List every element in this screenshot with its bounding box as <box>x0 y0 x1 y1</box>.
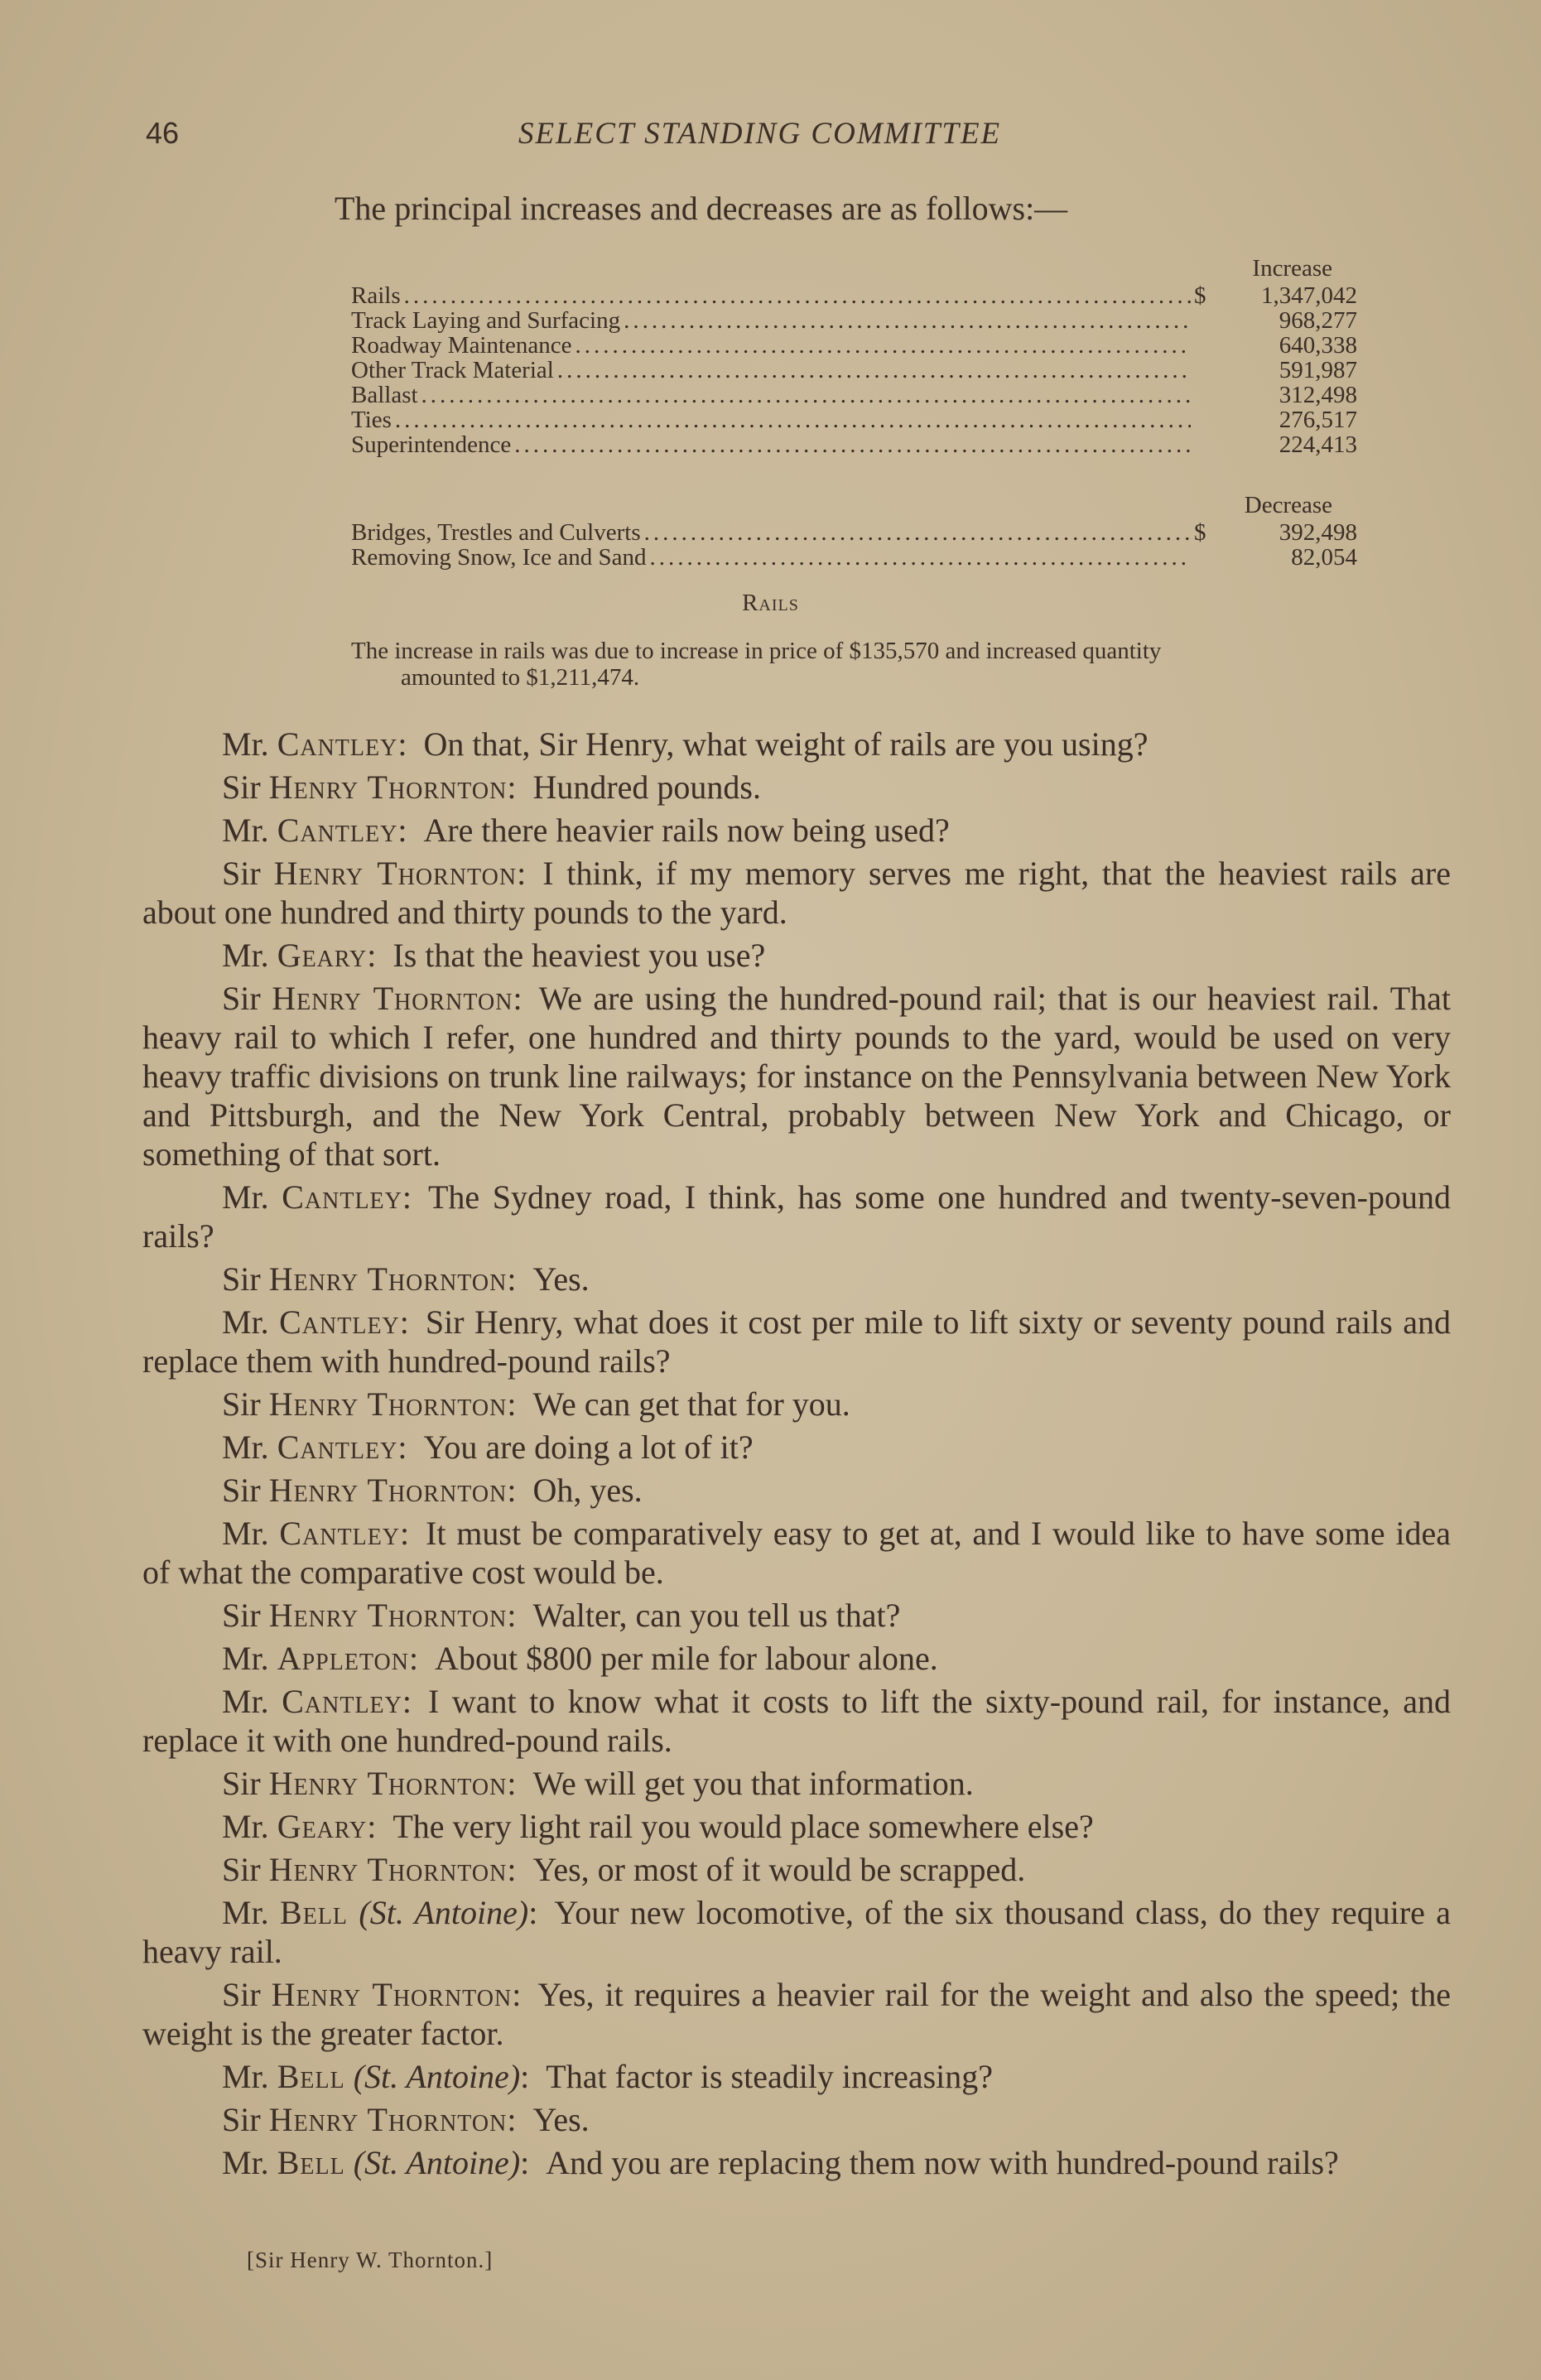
row-label: Ties <box>351 407 392 433</box>
row-value: 224,413 <box>1279 431 1357 458</box>
row-label: Rails <box>351 282 401 309</box>
speech-text: Your new locomotive, of the six thousand class, do they require a heavy rail. <box>142 1894 1452 1970</box>
speech-text: Walter, can you tell us that? <box>532 1597 901 1634</box>
speaker-name: Henry Thornton <box>272 980 513 1017</box>
speaker-prefix: Mr. <box>222 2144 277 2181</box>
speaker-name: Henry Thornton <box>273 855 518 892</box>
row-label: Other Track Material <box>351 357 554 383</box>
row-label: Superintendence <box>351 431 512 458</box>
dialogue-entry: Mr. Geary: Is that the heaviest you use? <box>222 937 766 974</box>
speaker-prefix: Mr. <box>222 1640 277 1677</box>
dialogue-entry: Sir Henry Thornton: We can get that for you. <box>222 1385 850 1423</box>
speech-text: Hundred pounds. <box>532 768 761 806</box>
speaker-name: Henry Thornton <box>268 1260 508 1298</box>
dialogue-entry: Mr. Cantley: It must be comparatively easy to get at, and I would like to have some idea of what the comparative cost would be. <box>142 1515 1451 1591</box>
speaker-prefix: Sir <box>222 1851 269 1888</box>
speech-text: You are doing a lot of it? <box>423 1428 754 1466</box>
speaker-name: Henry Thornton <box>268 1765 508 1802</box>
speaker-name: Bell <box>280 1894 349 1931</box>
speaker-name: Henry Thornton <box>268 2101 508 2138</box>
page-footer: [Sir Henry W. Thornton.] <box>247 2248 494 2272</box>
dialogue-entry: Mr. Cantley: Sir Henry, what does it cost per mile to lift sixty or seventy pound rails and replace them with hundred-pound rails? <box>142 1303 1452 1380</box>
speech-text: We are using the hundred-pound rail; that is our heaviest rail. That heavy rail to which I refer, one hundred and thirty pounds to the yard, would be used on very heavy traffic divisions on trunk line railways; for instance on the Pennsylvania between New York and Pittsburgh, and the New York Central, probably between New York and Chicago, or something of that sort. <box>142 980 1451 1173</box>
speaker-prefix: Mr. <box>222 937 277 974</box>
table-row <box>351 383 1357 407</box>
speech-text: Yes, or most of it would be scrapped. <box>532 1851 1026 1888</box>
increase-column-heading: Increase <box>1252 255 1332 282</box>
dot-leader <box>624 308 1191 333</box>
dot-leader <box>650 545 1191 570</box>
speaker-name: Bell <box>277 2144 345 2181</box>
speaker-qualifier: (St. Antoine) <box>353 2144 521 2181</box>
speaker-prefix: Sir <box>222 1472 269 1509</box>
speaker-name: Cantley <box>277 812 398 849</box>
speech-text: We can get that for you. <box>532 1385 850 1423</box>
running-head: SELECT STANDING COMMITTEE <box>518 117 1002 151</box>
speech-text: I think, if my memory serves me right, that the heaviest rails are about one hundred and thirty pounds to the yard. <box>142 855 1452 931</box>
row-value: 1,347,042 <box>1261 282 1357 309</box>
dialogue-entry: Mr. Cantley: You are doing a lot of it? <box>222 1428 754 1466</box>
increase-rows <box>351 283 1357 457</box>
dialogue-entry: Mr. Cantley: On that, Sir Henry, what weight of rails are you using? <box>222 725 1149 763</box>
speech-text: That factor is steadily increasing? <box>546 2058 994 2095</box>
note-line: The increase in rails was due to increase in price of $135,570 and increased quantity <box>351 638 1162 664</box>
speaker-qualifier: (St. Antoine) <box>359 1894 529 1931</box>
speaker-name: Cantley <box>279 1303 400 1341</box>
page-number: 46 <box>146 116 180 150</box>
speaker-prefix: Mr. <box>222 2058 277 2095</box>
row-value: 968,277 <box>1279 307 1357 334</box>
speaker-prefix: Mr. <box>222 812 277 849</box>
speaker-name: Cantley <box>277 1428 398 1466</box>
speaker-name: Henry Thornton <box>268 1385 508 1423</box>
row-value: 392,498 <box>1279 519 1357 546</box>
row-value: 640,338 <box>1279 332 1357 359</box>
speaker-prefix: Sir <box>222 2101 269 2138</box>
decrease-rows <box>351 520 1357 570</box>
dot-leader <box>421 383 1191 407</box>
row-currency: $ <box>1194 519 1206 546</box>
speaker-name: Appleton <box>277 1640 409 1677</box>
speaker-prefix: Mr. <box>222 1303 280 1341</box>
speech-text: The very light rail you would place somewhere else? <box>392 1808 1094 1845</box>
speaker-prefix: Sir <box>222 1385 269 1423</box>
speaker-prefix: Sir <box>222 855 274 892</box>
speech-text: Yes. <box>532 1260 590 1298</box>
page-header <box>146 116 1392 157</box>
dot-leader <box>395 407 1191 432</box>
row-label: Track Laying and Surfacing <box>351 307 621 334</box>
speaker-qualifier: (St. Antoine) <box>353 2058 521 2095</box>
increase-table <box>351 253 1357 457</box>
speech-text: We will get you that information. <box>532 1765 974 1802</box>
row-value: 591,987 <box>1279 357 1357 383</box>
speaker-prefix: Mr. <box>222 1808 277 1845</box>
dialogue-entry: Mr. Geary: The very light rail you would place somewhere else? <box>222 1808 1094 1845</box>
speaker-prefix: Mr. <box>222 1894 281 1931</box>
note-line: amounted to $1,211,474. <box>401 664 640 691</box>
speech-text: Oh, yes. <box>532 1472 643 1509</box>
speaker-name: Geary <box>277 1808 368 1845</box>
decrease-table <box>351 490 1357 570</box>
table-row <box>351 283 1357 308</box>
dialogue-entry: Sir Henry Thornton: Walter, can you tell us that? <box>222 1597 901 1634</box>
row-value: 312,498 <box>1279 382 1357 408</box>
dialogue-entry: Sir Henry Thornton: Yes, or most of it would be scrapped. <box>222 1851 1026 1888</box>
dialogue-entry: Mr. Appleton: About $800 per mile for labour alone. <box>222 1640 938 1677</box>
speech-text: And you are replacing them now with hundred-pound rails? <box>546 2144 1339 2181</box>
dialogue-entry: Mr. Cantley: Are there heavier rails now being used? <box>222 812 950 849</box>
dialogue-entry: Sir Henry Thornton: Yes, it requires a heavier rail for the weight and also the speed; the weight is the greater factor. <box>142 1976 1451 2052</box>
row-label: Bridges, Trestles and Culverts <box>351 519 641 546</box>
speaker-name: Cantley <box>279 1515 401 1552</box>
dot-leader <box>644 520 1191 545</box>
speaker-name: Henry Thornton <box>268 1472 508 1509</box>
dialogue-entry: Sir Henry Thornton: I think, if my memory serves me right, that the heaviest rails are about one hundred and thirty pounds to the yard. <box>142 855 1452 931</box>
speaker-prefix: Mr. <box>222 1178 282 1216</box>
dialogue-entry: Sir Henry Thornton: We are using the hundred-pound rail; that is our heaviest rail. That heavy rail to which I refer, one hundred and thirty pounds to the yard, would be used on very heavy traffic divisions on trunk line railways; for instance on the Pennsylvania between New York and Pittsburgh, and the New York Central, probably between New York and Chicago, or something of that sort. <box>142 980 1451 1173</box>
intro-sentence: The principal increases and decreases are as follows:— <box>335 190 1068 227</box>
dot-leader <box>575 333 1191 358</box>
speaker-name: Henry Thornton <box>268 1851 508 1888</box>
table-row <box>351 358 1357 383</box>
table-row <box>351 545 1357 570</box>
speech-text: I want to know what it costs to lift the sixty-pound rail, for instance, and replace it with one hundred-pound rails. <box>142 1683 1451 1759</box>
speech-text: About $800 per mile for labour alone. <box>435 1640 938 1677</box>
speech-text: Yes. <box>532 2101 590 2138</box>
speech-text: On that, Sir Henry, what weight of rails are you using? <box>423 725 1149 763</box>
speaker-prefix: Sir <box>222 768 269 806</box>
dot-leader <box>557 358 1191 383</box>
speaker-prefix: Sir <box>222 1765 269 1802</box>
dot-leader <box>514 432 1191 457</box>
speaker-prefix: Mr. <box>222 725 277 763</box>
dialogue-entry: Sir Henry Thornton: Yes. <box>222 2101 590 2138</box>
row-label: Ballast <box>351 382 418 408</box>
dialogue-entry: Mr. Cantley: I want to know what it costs to lift the sixty-pound rail, for instance, and replace it with one hundred-pound rails. <box>142 1683 1451 1759</box>
dialogue-entry: Sir Henry Thornton: Oh, yes. <box>222 1472 643 1509</box>
speaker-name: Geary <box>277 937 368 974</box>
speech-text: It must be comparatively easy to get at, and I would like to have some idea of what the comparative cost would be. <box>142 1515 1451 1591</box>
speaker-name: Henry Thornton <box>271 1976 513 2013</box>
table-row <box>351 407 1357 432</box>
dialogue-entry: Sir Henry Thornton: We will get you that information. <box>222 1765 974 1802</box>
rails-note <box>351 638 1370 691</box>
committee-dialogue <box>142 725 1451 2186</box>
section-title: Rails <box>742 590 799 616</box>
table-row <box>351 333 1357 358</box>
speaker-name: Henry Thornton <box>268 768 508 806</box>
row-value: 82,054 <box>1291 544 1357 571</box>
dot-leader <box>404 283 1191 308</box>
table-row <box>351 520 1357 545</box>
decrease-column-heading: Decrease <box>1244 492 1332 518</box>
speaker-name: Cantley <box>277 725 398 763</box>
dialogue-entry: Mr. Cantley: The Sydney road, I think, has some one hundred and twenty-seven-pound rails? <box>142 1178 1451 1255</box>
speech-text: Are there heavier rails now being used? <box>423 812 950 849</box>
speaker-name: Cantley <box>282 1178 402 1216</box>
dialogue-entry: Mr. Bell (St. Antoine): That factor is steadily increasing? <box>222 2058 994 2095</box>
speech-text: The Sydney road, I think, has some one hundred and twenty-seven-pound rails? <box>142 1178 1451 1255</box>
speaker-prefix: Mr. <box>222 1428 277 1466</box>
speaker-name: Bell <box>277 2058 345 2095</box>
dialogue-entry: Sir Henry Thornton: Hundred pounds. <box>222 768 761 806</box>
speaker-prefix: Mr. <box>222 1683 282 1720</box>
speech-text: Yes, it requires a heavier rail for the weight and also the speed; the weight is the greater factor. <box>142 1976 1451 2052</box>
dialogue-entry: Mr. Bell (St. Antoine): Your new locomotive, of the six thousand class, do they require a heavy rail. <box>142 1894 1452 1970</box>
speech-text: Is that the heaviest you use? <box>392 937 766 974</box>
row-label: Removing Snow, Ice and Sand <box>351 544 647 571</box>
speaker-name: Cantley <box>282 1683 402 1720</box>
speech-text: Sir Henry, what does it cost per mile to lift sixty or seventy pound rails and replace them with hundred-pound rails? <box>142 1303 1452 1380</box>
row-currency: $ <box>1194 282 1206 309</box>
speaker-prefix: Sir <box>222 1260 269 1298</box>
speaker-prefix: Sir <box>222 980 272 1017</box>
row-value: 276,517 <box>1279 407 1357 433</box>
table-row <box>351 308 1357 333</box>
dialogue-entry: Mr. Bell (St. Antoine): And you are replacing them now with hundred-pound rails? <box>222 2144 1339 2181</box>
table-row <box>351 432 1357 457</box>
row-label: Roadway Maintenance <box>351 332 572 359</box>
speaker-prefix: Mr. <box>222 1515 280 1552</box>
speaker-prefix: Sir <box>222 1976 272 2013</box>
speaker-name: Henry Thornton <box>268 1597 508 1634</box>
speaker-prefix: Sir <box>222 1597 269 1634</box>
dialogue-entry: Sir Henry Thornton: Yes. <box>222 1260 590 1298</box>
